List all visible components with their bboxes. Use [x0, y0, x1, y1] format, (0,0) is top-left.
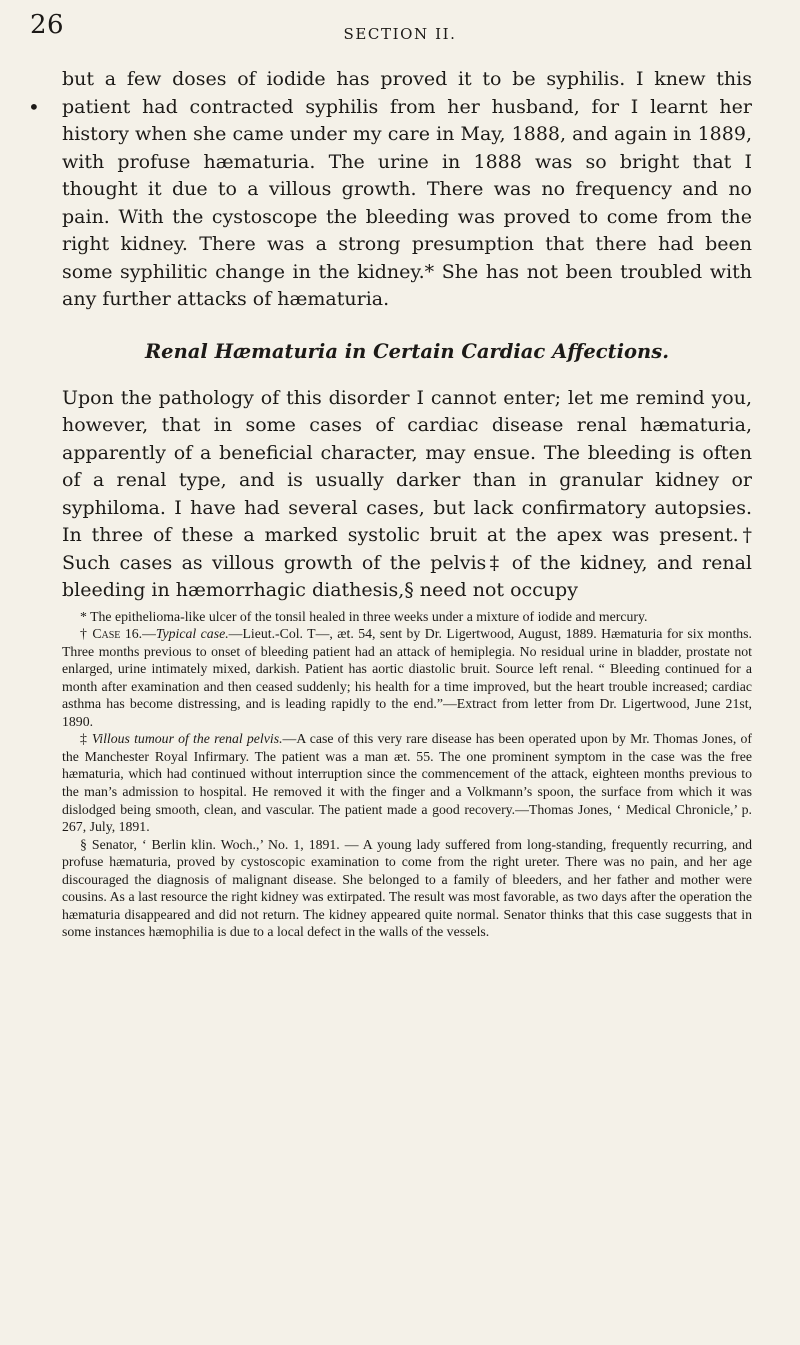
footnote-dagger-mark: †	[80, 626, 93, 642]
footnote-case-text: —Lieut.-Col. T—, æt. 54, sent by Dr. Ligertwood, August, 1889. Hæmaturia for six months. Three months previous to onset of bleeding patient had an attack of hemiplegia. No residual urine in bladder, prostate not enlarged, urine intimately mixed, darkish. Patient has aortic diastolic bruit. Source left renal. “ Bleeding continued for a month after examination and then ceased suddenly; his health for a time improved, but the heart trouble increased; cardiac asthma has become distressing, and is leading rapidly to the end.”—Extract from letter from Dr. Ligertwood, June 21st, 1890.	[62, 626, 752, 729]
footnote-villous-tumour	[62, 730, 752, 835]
footnote-dash: —	[142, 626, 156, 642]
footnote-iodide: * The epithelioma-like ulcer of the tonsil healed in three weeks under a mixture of iodide and mercury.	[80, 608, 648, 624]
footnote-case-title: Typical case.	[155, 626, 229, 642]
footnotes	[62, 608, 752, 941]
footnote-double-dagger-mark: ‡	[80, 731, 92, 747]
footnote-senator: § Senator, ‘ Berlin klin. Woch.,’ No. 1, 1891. — A young lady suffered from long-standing, frequently recurring, and profuse hæmaturia, proved by cystoscopic examination to come from the right ureter. There was no pain, and her age discouraged the diagnosis of malignant disease. She belonged to a family of bleeders, and her father and mother were cousins. As a last resource the right kidney was extirpated. The result was most favorable, as two days after the operation the hæmaturia disappeared and did not return. The kidney appeared quite normal. Senator thinks that this case suggests that in some instances hæmophilia is due to a local defect in the walls of the vessels.	[62, 836, 752, 940]
page-number: 26	[30, 10, 65, 40]
running-head: SECTION II.	[343, 25, 457, 43]
margin-dot-mark: •	[28, 95, 40, 119]
footnote-villous-text: —A case of this very rare disease has been operated upon by Mr. Thomas Jones, of the Manchester Royal Infirmary. The patient was a man æt. 55. The one prominent symptom in the case was the free hæmaturia, which had continued without interruption since the commencement of the attack, eighteen months previous to the man’s admission to hospital. He removed it with the finger and a Volkmann’s spoon, the surface from which it was dislodged being smooth, clean, and vascular. The patient made a good recovery.—Thomas Jones, ‘ Medical Chronicle,’ p. 267, July, 1891.	[62, 731, 752, 835]
section-heading: Renal Hæmaturia in Certain Cardiac Affections.	[144, 339, 670, 363]
paragraph-cardiac-hematuria: Upon the pathology of this disorder I cannot enter; let me remind you, however, that in some cases of cardiac disease renal hæmaturia, apparently of a beneficial character, may ensue. The bleeding is often of a renal type, and is usually darker than in granular kidney or syphiloma. I have had several cases, but lack confirmatory autopsies. In three of these a marked systolic bruit at the apex was present.† Such cases as villous growth of the pelvis‡ of the kidney, and renal bleeding in hæmorrhagic diathesis,§ need not occupy	[62, 386, 752, 601]
page-body	[62, 66, 752, 941]
paragraph-syphilis-case: but a few doses of iodide has proved it to be syphilis. I knew this patient had contracted syphilis from her husband, for I learnt her history when she came under my care in May, 1888, and again in 1889, with profuse hæmaturia. The urine in 1888 was so bright that I thought it due to a villous growth. There was no frequency and no pain. With the cystoscope the bleeding was proved to come from the right kidney. There was a strong presumption that there had been some syphilitic change in the kidney.* She has not been troubled with any further attacks of hæmaturia.	[62, 68, 752, 310]
footnote-case-16	[62, 625, 752, 730]
footnote-case-label: Case 16.	[92, 626, 143, 642]
footnote-villous-title: Villous tumour of the renal pelvis.	[91, 731, 283, 747]
